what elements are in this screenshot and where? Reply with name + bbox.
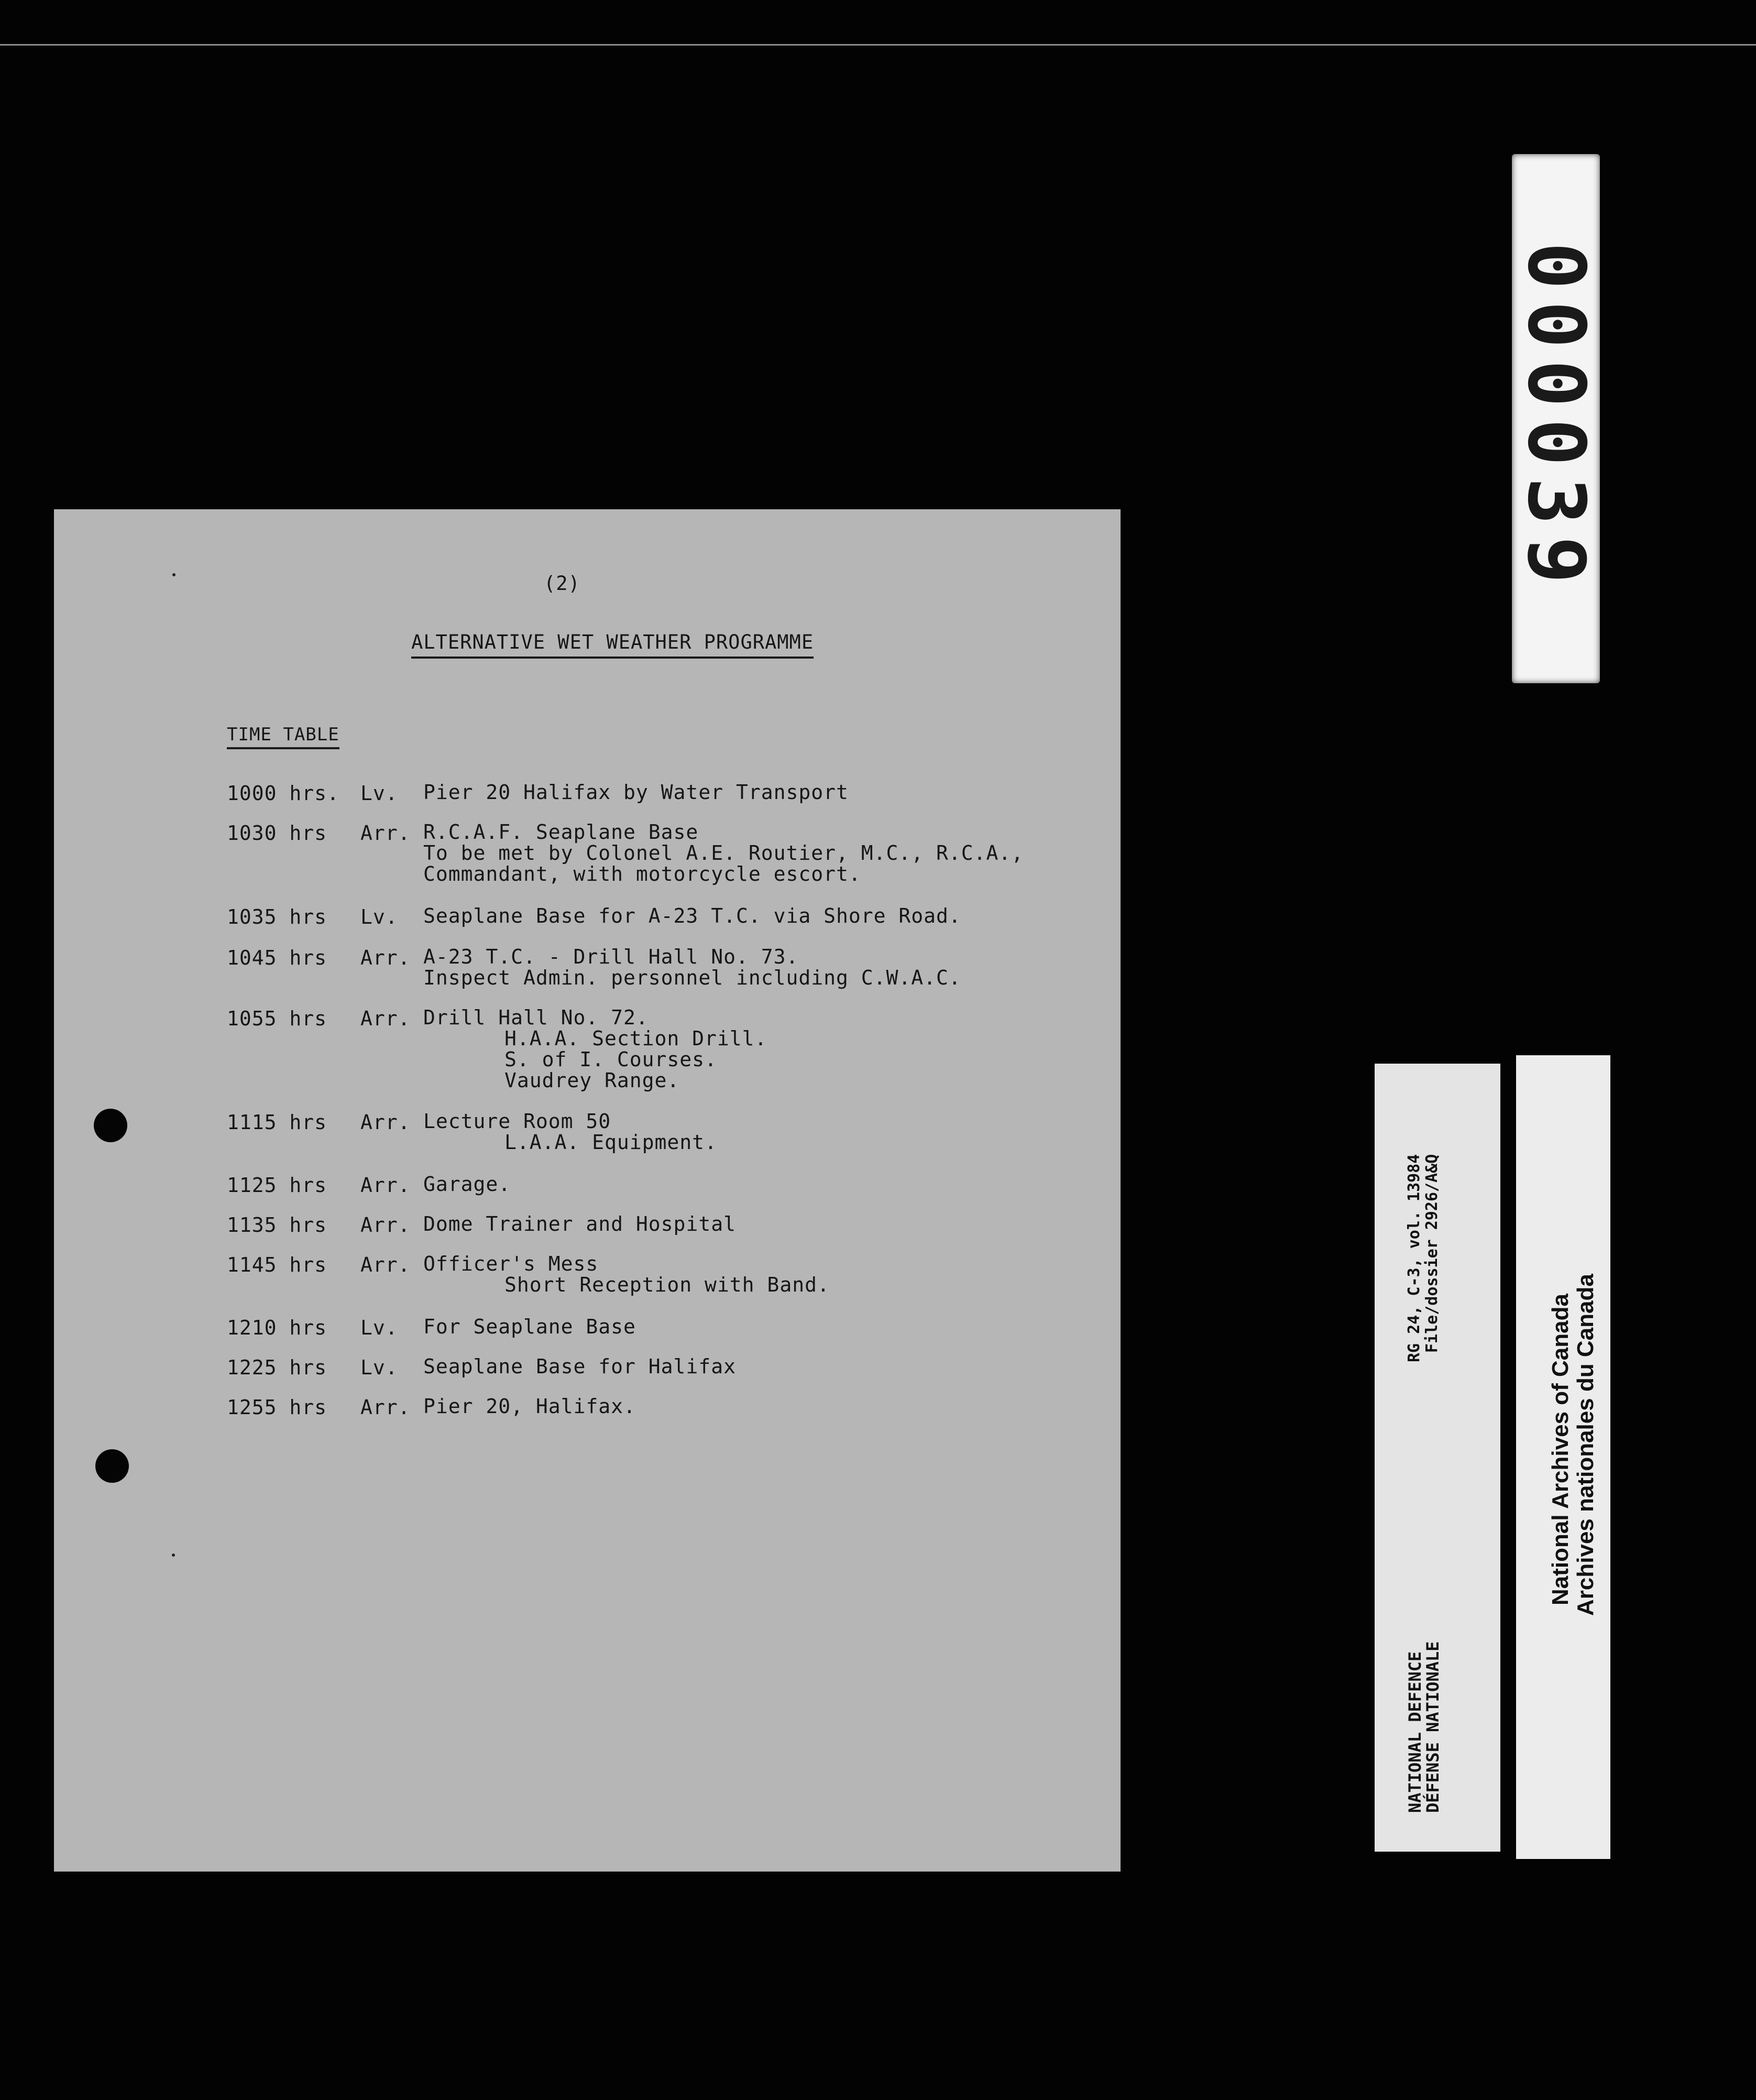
- entry-description-line: Seaplane Base for A-23 T.C. via Shore Road.: [423, 904, 961, 927]
- film-edge-line: [0, 44, 1756, 46]
- entry-time: 1210 hrs: [227, 1316, 327, 1339]
- entry-description-line: Pier 20, Halifax.: [423, 1395, 636, 1418]
- entry-description-line: Drill Hall No. 72.: [423, 1006, 649, 1029]
- entry-description-line: A-23 T.C. - Drill Hall No. 73.: [423, 945, 799, 968]
- entry-description-line: Inspect Admin. personnel including C.W.A.C.: [423, 966, 961, 989]
- archive-label-national-archives: [1516, 1055, 1610, 1859]
- entry-time: 1035 hrs: [227, 905, 327, 928]
- entry-action: Arr.: [360, 1253, 411, 1276]
- entry-action: Lv.: [360, 782, 398, 805]
- paper-speck: [172, 1554, 175, 1557]
- entry-description-line: Garage.: [423, 1173, 511, 1196]
- entry-description-line: Pier 20 Halifax by Water Transport: [423, 781, 849, 804]
- entry-description-line: L.A.A. Equipment.: [504, 1131, 717, 1154]
- entry-description-line: Officer's Mess: [423, 1252, 599, 1275]
- entry-description-line: Lecture Room 50: [423, 1110, 611, 1133]
- punch-hole-top: [94, 1109, 127, 1142]
- entry-description-line: To be met by Colonel A.E. Routier, M.C., R.C.A.,: [423, 841, 1024, 865]
- frame-counter-strip: [1512, 154, 1600, 683]
- entry-action: Arr.: [360, 1213, 411, 1237]
- entry-action: Arr.: [360, 1111, 411, 1134]
- archives-name-fr: Archives nationales du Canada: [1573, 1274, 1598, 1616]
- entry-description-line: R.C.A.F. Seaplane Base: [423, 821, 699, 844]
- frame-counter: 000039: [1510, 242, 1601, 595]
- page-number: (2): [544, 572, 580, 595]
- timetable-heading: TIME TABLE: [227, 724, 339, 749]
- reference-line-2: File/dossier 2926/A&Q: [1423, 1154, 1441, 1353]
- entry-time: 1125 hrs: [227, 1174, 327, 1197]
- entry-action: Lv.: [360, 1316, 398, 1339]
- entry-action: Arr.: [360, 1007, 411, 1030]
- entry-description-line: Vaudrey Range.: [504, 1069, 680, 1092]
- entry-description-line: Seaplane Base for Halifax: [423, 1355, 736, 1378]
- department-name-fr: DÉFENSE NATIONALE: [1423, 1641, 1443, 1813]
- entry-time: 1145 hrs: [227, 1253, 327, 1276]
- entry-time: 1055 hrs: [227, 1007, 327, 1030]
- entry-description-line: H.A.A. Section Drill.: [504, 1027, 767, 1050]
- archive-label-national-defence: [1375, 1064, 1500, 1852]
- entry-time: 1225 hrs: [227, 1356, 327, 1379]
- punch-hole-bottom: [95, 1449, 129, 1483]
- entry-description-line: S. of I. Courses.: [504, 1048, 717, 1071]
- entry-action: Arr.: [360, 946, 411, 969]
- entry-action: Arr.: [360, 1396, 411, 1419]
- reference-line-1: RG 24, C-3, vol. 13984: [1405, 1154, 1423, 1362]
- paper-speck: [172, 573, 175, 576]
- department-name-en: NATIONAL DEFENCE: [1405, 1651, 1425, 1813]
- entry-description-line: For Seaplane Base: [423, 1315, 636, 1338]
- entry-time: 1135 hrs: [227, 1213, 327, 1237]
- entry-description-line: Dome Trainer and Hospital: [423, 1212, 736, 1235]
- entry-time: 1045 hrs: [227, 946, 327, 969]
- entry-action: Arr.: [360, 822, 411, 845]
- entry-action: Lv.: [360, 1356, 398, 1379]
- entry-time: 1255 hrs: [227, 1396, 327, 1419]
- document-page: [54, 509, 1121, 1872]
- entry-time: 1030 hrs: [227, 822, 327, 845]
- entry-time: 1115 hrs: [227, 1111, 327, 1134]
- entry-action: Lv.: [360, 905, 398, 928]
- entry-description-line: Commandant, with motorcycle escort.: [423, 862, 861, 885]
- entry-description-line: Short Reception with Band.: [504, 1273, 830, 1296]
- archives-name-en: National Archives of Canada: [1548, 1294, 1573, 1605]
- entry-time: 1000 hrs.: [227, 782, 339, 805]
- document-title: ALTERNATIVE WET WEATHER PROGRAMME: [411, 631, 814, 659]
- entry-action: Arr.: [360, 1174, 411, 1197]
